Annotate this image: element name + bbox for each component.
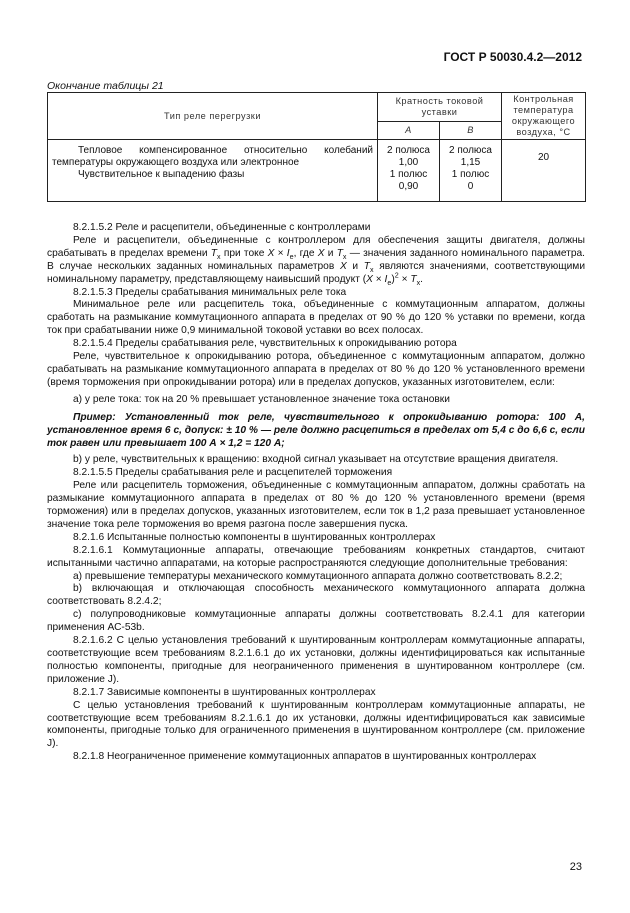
b-value: 2 полюса <box>449 145 492 156</box>
col-header-multiplicity: Кратность токовой уставки <box>378 93 502 122</box>
section-8-2-1-5-3: 8.2.1.5.3 Пределы срабатывания минимальных реле тока <box>73 286 347 298</box>
document-header: ГОСТ Р 50030.4.2—2012 <box>443 50 582 64</box>
section-8-2-1-5-5: 8.2.1.5.5 Пределы срабатывания реле и расцепителей торможения <box>73 467 393 479</box>
a-value: 1,00 <box>398 157 419 168</box>
table-21 <box>47 92 586 202</box>
page-number: 23 <box>569 861 582 873</box>
section-8-2-1-5-2: 8.2.1.5.2 Реле и расцепители, объединенные с контроллерами <box>73 222 371 233</box>
row-type-phase: Чувствительное к выпадению фазы <box>78 169 245 180</box>
table-caption: Окончание таблицы 21 <box>47 80 164 92</box>
section-8-2-1-8: 8.2.1.8 Неограниченное применение коммутационных аппаратов в шунтированных контроллерах <box>73 751 537 763</box>
list-item: b) у реле, чувствительных к вращению: входной сигнал указывает на отсутствие вращения двигателя. <box>73 454 559 466</box>
list-item: а) у реле тока: ток на 20 % превышает установленное значение тока остановки <box>73 393 450 405</box>
list-item: b) включающая и отключающая способность механического коммутационного аппарата должна соответствовать 8.2.4.2; <box>47 583 585 608</box>
paragraph: Реле, чувствительное к опрокидыванию ротора, объединенное с коммутационным аппаратом, должно срабатывать на размыкание коммутационного аппарата в пределах от 80 % до 120 % установленного времени (время торможения при опрокидывании ротора) или в пределах допусков, указанных изготовителем, если: <box>47 351 585 388</box>
paragraph: С целью установления требований к шунтированным контроллерам коммутационные аппараты, не соответствующие всем требованиям 8.2.1.6.1 до их установки, должны идентифицироваться как зависимые компоненты, пригодные только для ограниченного применения в шунтированном контроллере (см. приложение J). <box>47 699 585 750</box>
paragraph: 8.2.1.6.2 С целью установления требований к шунтированным контроллерам коммутационные аппараты, соответствующие всем требованиям 8.2.1.6.1 до их установки, должны идентифицироваться как испытанные полностью компоненты, пригодные для неограниченного применения в шунтированном контроллере (см. приложение J). <box>47 635 585 685</box>
section-8-2-1-7: 8.2.1.7 Зависимые компоненты в шунтированных контроллерах <box>73 686 376 698</box>
paragraph: 8.2.1.6.1 Коммутационные аппараты, отвечающие требованиям конкретных стандартов, считают испытанными частично аппаратами, на которые распространяются следующие дополнительные требования: <box>47 544 585 569</box>
paragraph: Реле или расцепитель торможения, объединенные с коммутационным аппаратом, должны сработать на размыкание коммутационного аппарата в пределах от 80 % до 120 % установленного времени (время торможения) или в пределах допусков, указанных изготовителем, если ток в 1,2 раза превышает установленное значение тока реле торможения во время разгона после завершения пуска. <box>47 480 585 530</box>
a-value: 0,90 <box>398 181 419 192</box>
example-note: Пример: Установленный ток реле, чувствительного к опрокидыванию ротора: 100 А, установленное время 6 с, допуск: ± 10 % — реле должно расцепиться в пределах от 5,4 с до 6,6 с, если ток равен или превышает 100 А × 1,2 = 120 А; <box>47 411 585 449</box>
col-header-relay-type: Тип реле перегрузки <box>48 93 378 140</box>
paragraph: Минимальное реле или расцепитель тока, объединенные с коммутационным аппаратом, должны сработать на размыкание коммутационного аппарата в пределах от 90 % до 120 % уставки по времени, когда ток при срабатывании ниже 0,9 минимальной токовой уставки во всех полосах. <box>47 299 585 337</box>
section-8-2-1-5-4: 8.2.1.5.4 Пределы срабатывания реле, чувствительных к опрокидыванию ротора <box>73 338 457 350</box>
col-header-temperature: Контрольная температура окружающего воздуха, °С <box>502 93 586 140</box>
paragraph: Реле и расцепители, объединенные с контроллером для обеспечения защиты двигателя, должны срабатывать в пределах времени $T_x$ при токе $X \times I_e$, где X и $T_x$ — значения заданного номинального параметра. В случае нескольких заданных номинальных параметров X и $T_x$ являются значениями, соответствующими номинальному параметру, представляющему наивысший продукт $(X \times I_e)^2 \times T_x$. <box>47 234 586 287</box>
b-value: 1 полюс <box>451 169 490 180</box>
body-text <box>47 222 585 764</box>
table-row <box>48 140 586 202</box>
col-header-a: А <box>378 121 440 139</box>
temperature-value: 20 <box>537 152 550 163</box>
col-header-b: В <box>440 121 502 139</box>
row-type-thermal: Тепловое компенсированное относительно колебаний температуры окружающего воздуха или электронное <box>52 145 373 168</box>
b-value: 0 <box>467 181 474 192</box>
section-8-2-1-6: 8.2.1.6 Испытанные полностью компоненты в шунтированных контроллерах <box>73 531 436 543</box>
list-item: с) полупроводниковые коммутационные аппараты должны соответствовать 8.2.4.1 для категории применения АС-53b. <box>47 609 585 634</box>
a-value: 1 полюс <box>389 169 428 180</box>
a-value: 2 полюса <box>387 145 430 156</box>
b-value: 1,15 <box>460 157 481 168</box>
list-item: а) превышение температуры механического коммутационного аппарата должно соответствовать 8.2.2; <box>73 570 563 582</box>
